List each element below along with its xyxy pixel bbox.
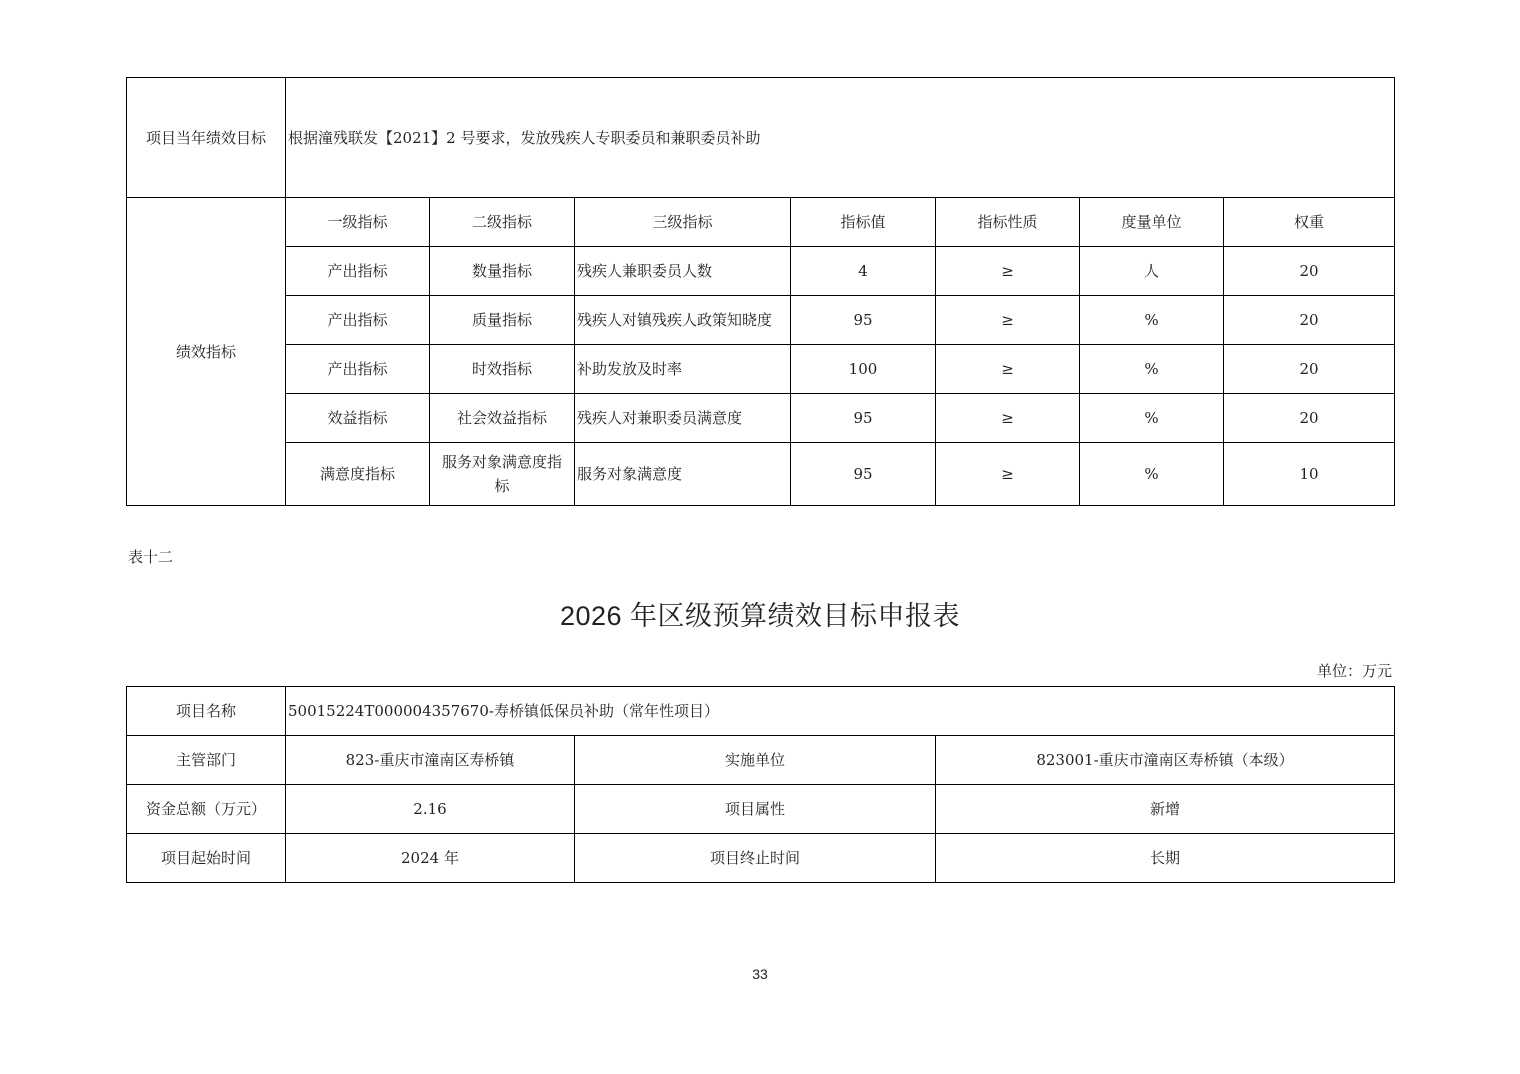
cell-level2: 服务对象满意度指标 xyxy=(430,443,575,506)
header-level2: 二级指标 xyxy=(430,198,575,247)
dept-label: 主管部门 xyxy=(127,736,286,785)
goal-text: 根据潼残联发【2021】2 号要求，发放残疾人专职委员和兼职委员补助 xyxy=(286,78,1395,198)
cell-weight: 20 xyxy=(1224,247,1395,296)
table-row xyxy=(127,785,1395,834)
header-nature: 指标性质 xyxy=(936,198,1080,247)
table-row xyxy=(127,834,1395,883)
cell-level2: 质量指标 xyxy=(430,296,575,345)
cell-level1: 产出指标 xyxy=(286,296,430,345)
header-level3: 三级指标 xyxy=(575,198,791,247)
cell-level1: 满意度指标 xyxy=(286,443,430,506)
dept-value: 823-重庆市潼南区寿桥镇 xyxy=(286,736,575,785)
cell-unit: % xyxy=(1080,296,1224,345)
cell-value: 100 xyxy=(791,345,936,394)
cell-level3: 残疾人对镇残疾人政策知晓度 xyxy=(575,296,791,345)
page-number: 33 xyxy=(752,966,768,982)
cell-value: 95 xyxy=(791,443,936,506)
cell-weight: 20 xyxy=(1224,296,1395,345)
end-value: 长期 xyxy=(936,834,1395,883)
project-name-label: 项目名称 xyxy=(127,687,286,736)
cell-weight: 20 xyxy=(1224,394,1395,443)
performance-indicator-table xyxy=(126,77,1395,506)
cell-unit: % xyxy=(1080,394,1224,443)
table-row xyxy=(127,443,1395,506)
cell-level3: 残疾人兼职委员人数 xyxy=(575,247,791,296)
cell-level1: 产出指标 xyxy=(286,345,430,394)
start-value: 2024 年 xyxy=(286,834,575,883)
cell-level2: 数量指标 xyxy=(430,247,575,296)
cell-level2: 时效指标 xyxy=(430,345,575,394)
table-row xyxy=(127,687,1395,736)
end-label: 项目终止时间 xyxy=(575,834,936,883)
table-row xyxy=(127,296,1395,345)
start-label: 项目起始时间 xyxy=(127,834,286,883)
cell-nature: ≥ xyxy=(936,247,1080,296)
cell-level1: 效益指标 xyxy=(286,394,430,443)
cell-level3: 服务对象满意度 xyxy=(575,443,791,506)
table-row xyxy=(127,247,1395,296)
table-row xyxy=(127,345,1395,394)
cell-level1: 产出指标 xyxy=(286,247,430,296)
table-row xyxy=(127,394,1395,443)
cell-level2: 社会效益指标 xyxy=(430,394,575,443)
cell-level3: 残疾人对兼职委员满意度 xyxy=(575,394,791,443)
impl-value: 823001-重庆市潼南区寿桥镇（本级） xyxy=(936,736,1395,785)
cell-value: 95 xyxy=(791,394,936,443)
cell-level3: 补助发放及时率 xyxy=(575,345,791,394)
cell-weight: 20 xyxy=(1224,345,1395,394)
cell-nature: ≥ xyxy=(936,394,1080,443)
cell-unit: 人 xyxy=(1080,247,1224,296)
attr-label: 项目属性 xyxy=(575,785,936,834)
header-weight: 权重 xyxy=(1224,198,1395,247)
page-title: 2026 年区级预算绩效目标申报表 xyxy=(559,601,961,631)
goal-label: 项目当年绩效目标 xyxy=(127,78,286,198)
header-unit: 度量单位 xyxy=(1080,198,1224,247)
header-level1: 一级指标 xyxy=(286,198,430,247)
cell-nature: ≥ xyxy=(936,345,1080,394)
indicators-label: 绩效指标 xyxy=(127,198,286,506)
table-row xyxy=(127,736,1395,785)
cell-value: 95 xyxy=(791,296,936,345)
table-caption: 表十二 xyxy=(128,548,174,566)
project-name-value: 50015224T000004357670-寿桥镇低保员补助（常年性项目） xyxy=(286,687,1395,736)
cell-nature: ≥ xyxy=(936,443,1080,506)
cell-unit: % xyxy=(1080,345,1224,394)
impl-label: 实施单位 xyxy=(575,736,936,785)
cell-unit: % xyxy=(1080,443,1224,506)
cell-nature: ≥ xyxy=(936,296,1080,345)
cell-weight: 10 xyxy=(1224,443,1395,506)
unit-label: 单位：万元 xyxy=(1316,662,1392,680)
header-value: 指标值 xyxy=(791,198,936,247)
fund-label: 资金总额（万元） xyxy=(127,785,286,834)
project-info-table xyxy=(126,686,1395,883)
attr-value: 新增 xyxy=(936,785,1395,834)
cell-value: 4 xyxy=(791,247,936,296)
fund-value: 2.16 xyxy=(286,785,575,834)
